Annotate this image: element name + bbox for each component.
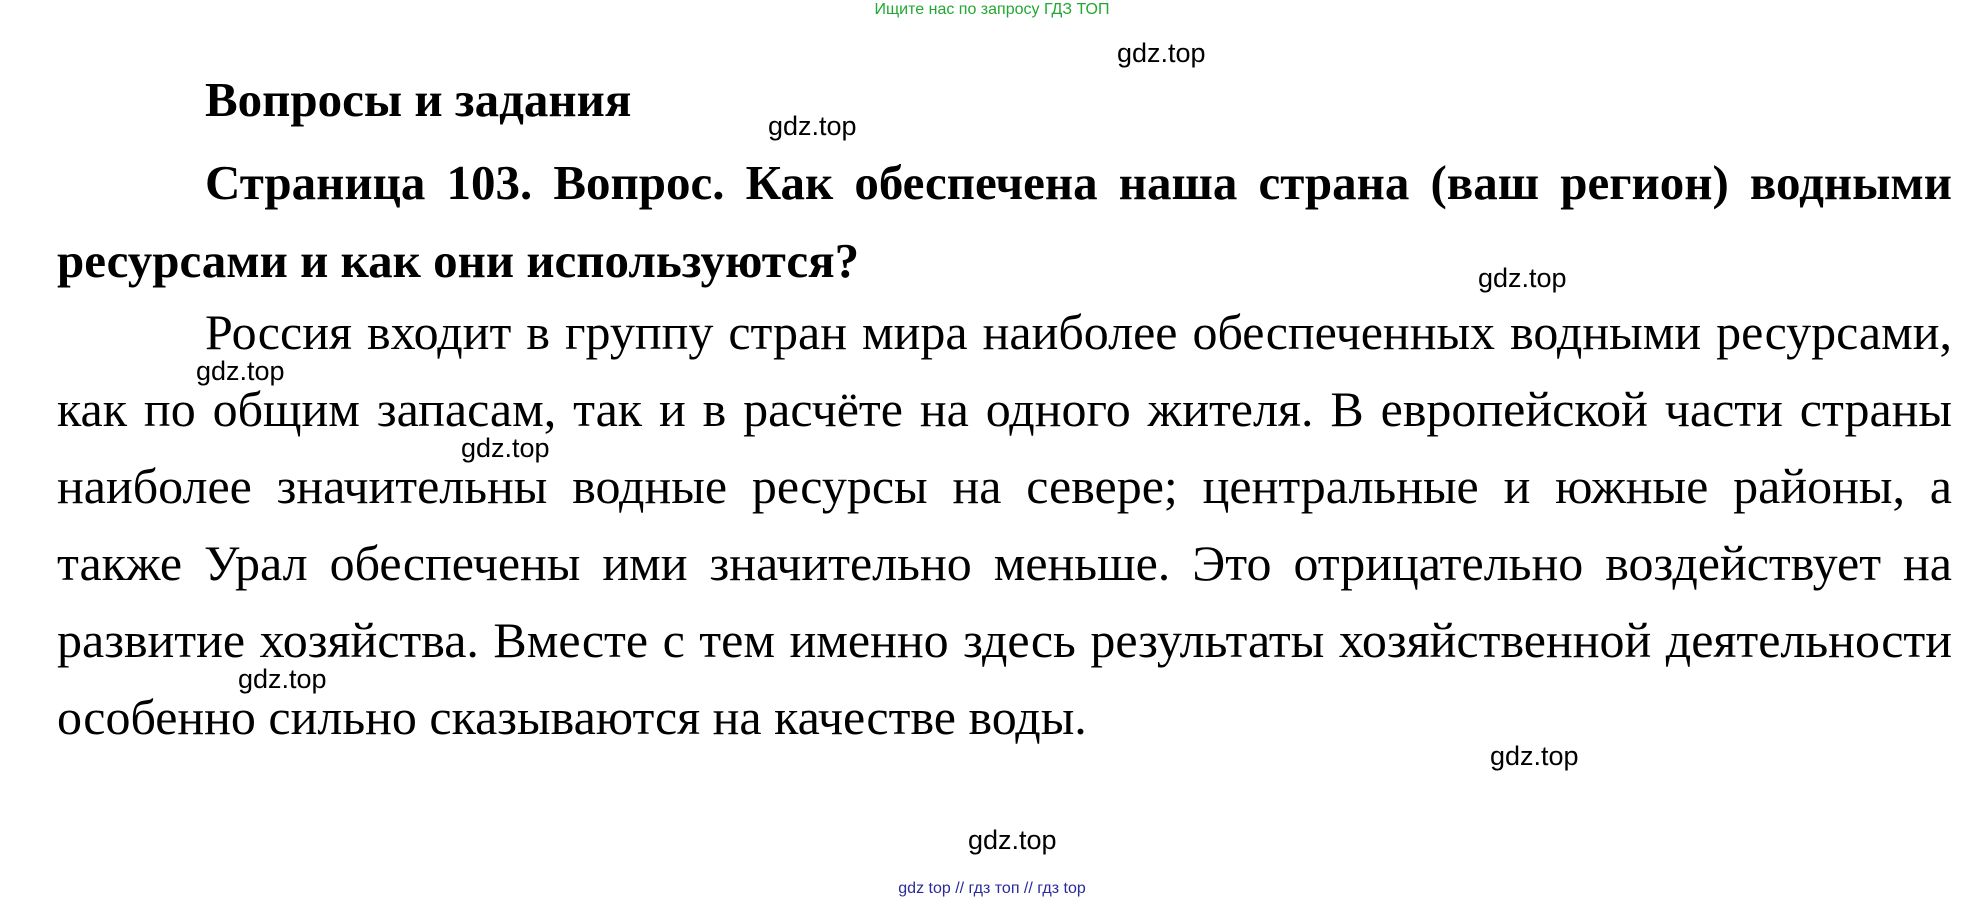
watermark: gdz.top [1490, 741, 1579, 771]
question-text: Страница 103. Вопрос. Как обеспечена наша страна (ваш регион) водными ресурсами и как они используются? [57, 155, 1952, 288]
section-heading: Вопросы и задания [205, 72, 632, 127]
watermark: gdz.top [768, 111, 857, 141]
watermark: gdz.top [196, 356, 285, 386]
answer-text: Россия входит в группу стран мира наиболее обеспеченных водными ресурсами, как по общим запасам, так и в расчёте на одного жителя. В европейской части страны наиболее значительны водные ресурсы на севере; центральные и южные районы, а также Урал обеспечены ими значительно меньше. Это отрицательно воздействует на развитие хозяйства. Вместе с тем именно здесь результаты хозяйственной деятельности особенно сильно сказываются на качестве воды. [57, 304, 1952, 745]
top-banner: Ищите нас по запросу ГДЗ ТОП [874, 1, 1110, 18]
watermark: gdz.top [461, 433, 550, 463]
watermark: gdz.top [1117, 38, 1206, 68]
watermark: gdz.top [238, 664, 327, 694]
watermark: gdz.top [1478, 263, 1567, 293]
footer-links: gdz top // гдз топ // гдз top [898, 880, 1086, 897]
watermark: gdz.top [968, 825, 1057, 855]
